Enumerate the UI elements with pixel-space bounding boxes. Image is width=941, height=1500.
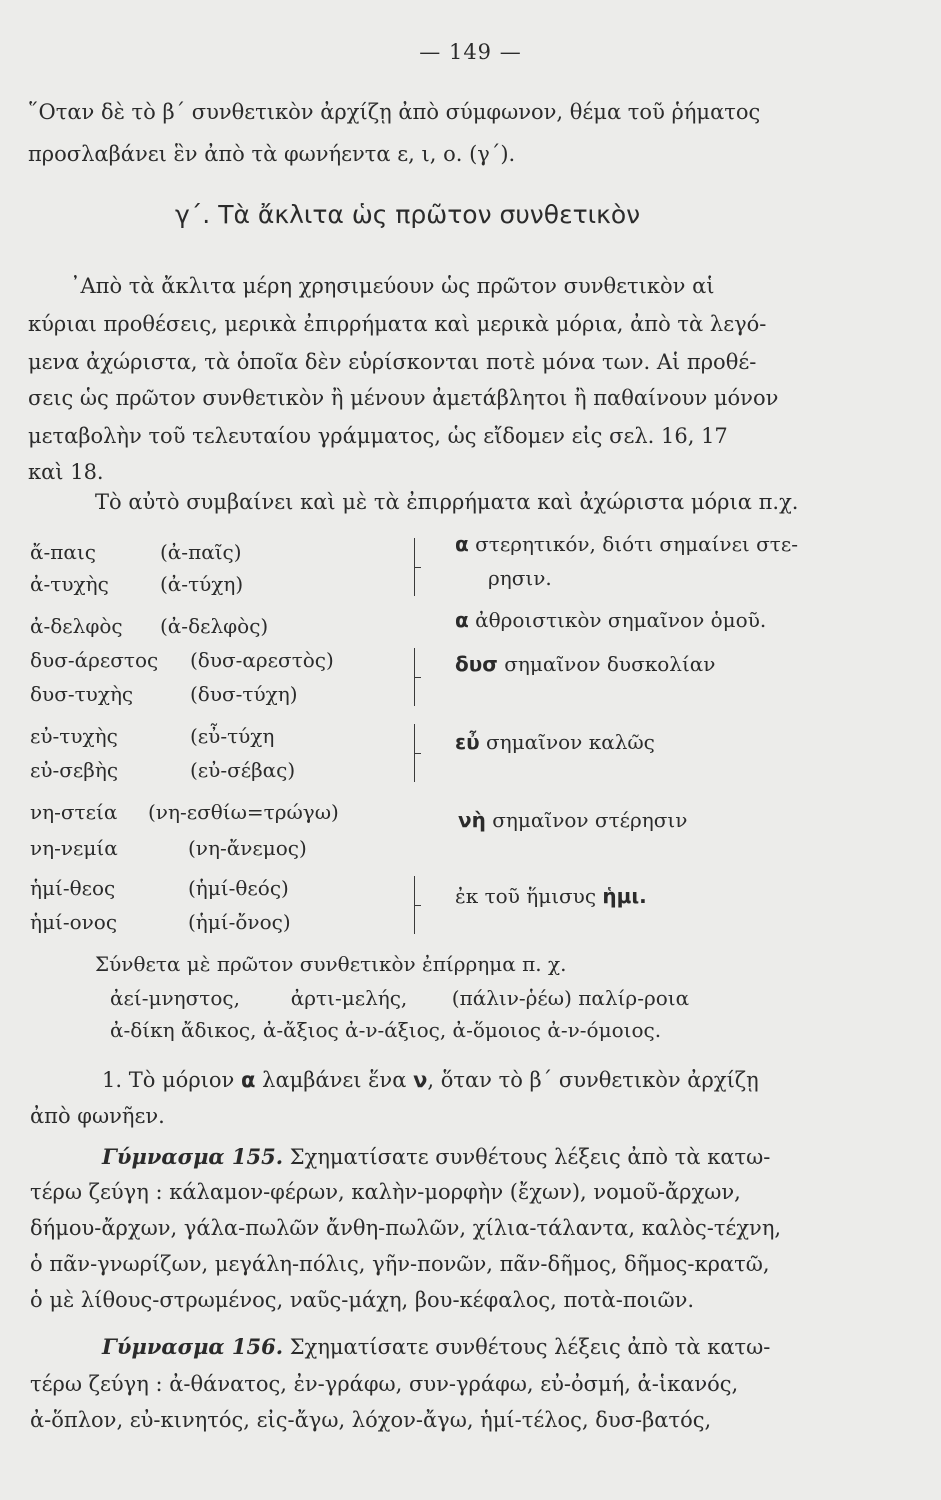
word-parts: (εὐ-σέβας) <box>190 758 296 782</box>
explanation-dys <box>455 652 715 676</box>
exercise-156-line-3: ἀ-ὅπλον, εὐ-κινητός, εἰς-ἄγω, λόχον-ἄγω, ἡμί-τέλος, δυσ-βατός, <box>30 1408 712 1432</box>
explanation-continuation: ρησιν. <box>488 566 552 590</box>
explanation-eu <box>455 730 655 754</box>
bold-letter: α <box>241 1068 256 1092</box>
explanation-text: σημαῖνον στέρησιν <box>492 808 688 832</box>
para1-line-3: μενα ἀχώριστα, τὰ ὁποῖα δὲν εὑρίσκονται ποτὲ μόνα των. Αἱ προθέ- <box>28 350 757 374</box>
explanation-a-privative <box>455 532 798 556</box>
exercise-text: Σχηματίσατε συνθέτους λέξεις ἀπὸ τὰ κατω- <box>289 1145 771 1169</box>
exercise-text: Σχηματίσατε συνθέτους λέξεις ἀπὸ τὰ κατω- <box>289 1335 771 1359</box>
bold-prefix: ἡμι. <box>602 884 647 908</box>
explanation-text: ἐκ τοῦ ἥμισυς <box>455 884 597 908</box>
adverb-compounds-title: Σύνθετα μὲ πρῶτον συνθετικὸν ἐπίρρημα π. χ. <box>95 952 567 976</box>
word: ἄ-παις <box>30 540 96 564</box>
para1-line-1: ᾿Απὸ τὰ ἄκλιτα μέρη χρησιμεύουν ὡς πρῶτον συνθετικὸν αἱ <box>70 274 715 298</box>
para1-line-6: καὶ 18. <box>28 460 104 484</box>
intro-line-1: ῞Οταν δὲ τὸ β΄ συνθετικὸν ἀρχίζῃ ἀπὸ σύμφωνον, θέμα τοῦ ῥήματος <box>28 100 761 124</box>
exercise-155-line-3: δήμου-ἄρχων, γάλα-πωλῶν ἄνθη-πωλῶν, χίλια-τάλαντα, καλὸς-τέχνη, <box>30 1216 782 1240</box>
word: ἀ-τυχὴς <box>30 572 109 596</box>
word-parts: (νη-ἄνεμος) <box>188 836 307 860</box>
word: εὐ-τυχὴς <box>30 724 118 748</box>
word: ἡμί-θεος <box>30 876 116 900</box>
explanation-text: στερητικόν, διότι σημαίνει στε- <box>475 532 798 556</box>
word: δυσ-άρεστος <box>30 648 159 672</box>
note-text: , ὅταν τὸ β΄ συνθετικὸν ἀρχίζῃ <box>427 1068 759 1092</box>
word: εὐ-σεβὴς <box>30 758 119 782</box>
bold-prefix: νὴ <box>458 808 486 832</box>
brace <box>408 724 415 782</box>
bold-prefix: α <box>455 608 469 632</box>
explanation-text: σημαῖνον δυσκολίαν <box>504 652 716 676</box>
section-heading: γ΄. Τὰ ἄκλιτα ὡς πρῶτον συνθετικὸν <box>175 200 641 229</box>
explanation-text: σημαῖνον καλῶς <box>486 730 655 754</box>
word-parts: (ἀ-τύχη) <box>160 572 244 596</box>
exercise-155-line-2: τέρω ζεύγη : κάλαμον-φέρων, καλὴν-μορφὴν (ἔχων), νομοῦ-ἄρχων, <box>30 1180 741 1204</box>
word-parts: (νη-εσθίω=τρώγω) <box>148 800 339 824</box>
exercise-156-line-2: τέρω ζεύγη : ἀ-θάνατος, ἐν-γράφω, συν-γράφω, εὐ-ὀσμή, ἀ-ἱκανός, <box>30 1372 739 1396</box>
exercise-156-line-1 <box>102 1334 770 1360</box>
word-parts: (ἡμί-ὄνος) <box>188 910 291 934</box>
word-parts: (ἀ-δελφὸς) <box>160 614 269 638</box>
bold-prefix: α <box>455 532 469 556</box>
para1-line-4: σεις ὡς πρῶτον συνθετικὸν ἢ μένουν ἀμετάβλητοι ἢ παθαίνουν μόνον <box>28 386 779 410</box>
para1-line-5: μεταβολὴν τοῦ τελευταίου γράμματος, ὡς εἴδομεν εἰς σελ. 16, 17 <box>28 424 728 448</box>
word-parts: (ἀ-παῖς) <box>160 540 242 564</box>
para2-line: Τὸ αὐτὸ συμβαίνει καὶ μὲ τὰ ἐπιρρήματα καὶ ἀχώριστα μόρια π.χ. <box>95 490 799 514</box>
adverb-compounds-row-2: ἀ-δίκη ἄδικος, ἀ-ἄξιος ἀ-ν-άξιος, ἀ-ὅμοιος ἀ-ν-όμοιος. <box>110 1018 662 1042</box>
word-parts: (ἡμί-θεός) <box>188 876 289 900</box>
explanation-hemi <box>455 884 647 908</box>
bold-prefix: δυσ <box>455 652 498 676</box>
para1-line-2: κύριαι προθέσεις, μερικὰ ἐπιρρήματα καὶ μερικὰ μόρια, ἀπὸ τὰ λεγό- <box>28 312 767 336</box>
explanation-text: ἀθροιστικὸν σημαῖνον ὁμοῦ. <box>475 608 767 632</box>
word: ἀ-δελφὸς <box>30 614 123 638</box>
adverb-compounds-row-1: ἀεί-μνηστος, ἀρτι-μελής, (πάλιν-ῥέω) παλίρ-ροια <box>110 986 690 1010</box>
explanation-ne <box>458 808 687 832</box>
exercise-155-line-5: ὁ μὲ λίθους-στρωμένος, ναῦς-μάχη, βου-κέφαλος, ποτὰ-ποιῶν. <box>30 1288 695 1312</box>
word: νη-νεμία <box>30 836 118 860</box>
word: νη-στεία <box>30 800 118 824</box>
brace <box>408 876 415 934</box>
page-number: — 149 — <box>419 40 522 64</box>
word-parts: (δυσ-αρεστὸς) <box>190 648 334 672</box>
intro-line-2: προσλαβάνει ἓν ἀπὸ τὰ φωνήεντα ε, ι, ο. (γ΄). <box>28 142 516 166</box>
note-line-2: ἀπὸ φωνῆεν. <box>30 1104 165 1128</box>
note-text: λαμβάνει ἕνα <box>262 1068 407 1092</box>
explanation-a-copulative <box>455 608 766 632</box>
bold-prefix: εὖ <box>455 730 480 754</box>
note-text: 1. Τὸ μόριον <box>102 1068 235 1092</box>
brace <box>408 648 415 706</box>
exercise-title: Γύμνασμα 156. <box>102 1334 284 1359</box>
word: δυσ-τυχὴς <box>30 682 134 706</box>
word-parts: (δυσ-τύχη) <box>190 682 298 706</box>
exercise-155-line-4: ὁ πᾶν-γνωρίζων, μεγάλη-πόλις, γῆν-πονῶν, πᾶν-δῆμος, δῆμος-κρατῶ, <box>30 1252 770 1276</box>
note-line-1 <box>102 1068 759 1093</box>
bold-letter: ν <box>413 1068 428 1092</box>
word-parts: (εὖ-τύχη <box>190 724 275 748</box>
brace <box>408 538 415 596</box>
exercise-title: Γύμνασμα 155. <box>102 1144 284 1169</box>
word: ἡμί-ονος <box>30 910 118 934</box>
exercise-155-line-1 <box>102 1144 770 1170</box>
